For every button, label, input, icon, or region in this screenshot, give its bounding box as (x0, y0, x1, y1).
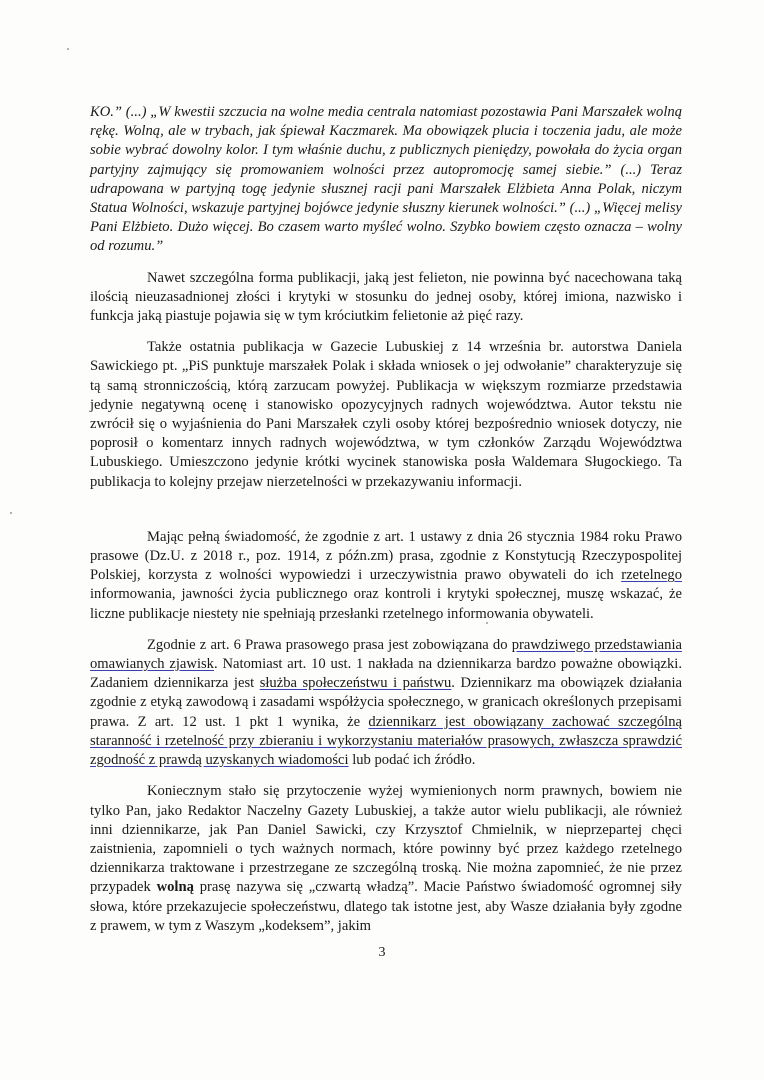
bold-text: wolną (156, 879, 194, 896)
page-number: 3 (378, 945, 386, 960)
text-segment: prasę nazywa się „czwartą władzą”. Macie Państwo świadomość ogromnej siły słowa, które przekazujecie społeczeństwu, dlatego tak istotne jest, aby Wasze działania były zgodne z prawem, w tym z Waszym „kodeksem”, jakim (90, 879, 682, 934)
scan-speck (67, 48, 69, 50)
scan-speck (10, 512, 12, 514)
text-segment: . Dziennikarz ma obowiązek działania zgodnie z etyką zawodową i zasadami współżycia społecznego, w granicach określonych przepisami prawa. Z art. 12 ust. 1 pkt 1 wynika, że (90, 675, 682, 730)
text-segment: lub podać ich źródło. (348, 752, 476, 769)
text-segment: informowania, jawności życia publicznego oraz kontroli i krytyki społecznej, muszę wskazać, że liczne publikacje niestety nie spełniają przesłanki rzetelnego informowania obywateli. (90, 586, 682, 622)
paragraph-press-law-art6 (90, 636, 682, 770)
document-body (90, 103, 682, 936)
paragraph-latest-publication: Także ostatnia publikacja w Gazecie Lubuskiej z 14 września br. autorstwa Daniela Sawickiego pt. „PiS punktuje marszałek Polak i składa wniosek o jej odwołanie” charakteryzuje się tą samą stronniczością, którą zarzucam powyżej. Publikacja w większym rozmiarze przedstawia jedynie negatywną ocenę i stanowisko opozycyjnych radnych województwa. Autor tekstu nie zwrócił się o wyjaśnienia do Pani Marszałek czyli osoby której bezpośrednio wniosek dotyczy, nie poprosił o komentarz innych radnych województwa, w tym członków Zarządu Województwa Lubuskiego. Umieszczono jedynie krótki wycinek stanowiska posła Waldemara Sługockiego. Ta publikacja to kolejny przejaw nierzetelności w przekazywaniu informacji. (90, 339, 682, 490)
text-segment: . Natomiast art. 10 ust. 1 nakłada na dziennikarza bardzo poważne obowiązki. Zadaniem dziennikarza jest (90, 656, 682, 692)
quoted-feuilleton-excerpt: KO.” (...) „W kwestii szczucia na wolne media centrala natomiast pozostawia Pani Marszałek wolną rękę. Wolną, ale w trybach, jak śpiewał Kaczmarek. Ma obowiązek plucia i toczenia jadu, ale może sobie wybrać dowolny kolor. I tym właśnie duchu, z publicznych pieniędzy, powołała do życia organ partyjny zajmujący się promowaniem wolności przez autopromocję samej siebie.” (...) Teraz udrapowana w partyjną togę jedynie słusznej racji pani Marszałek Elżbieta Anna Polak, niczym Statua Wolności, wskazuje partyjnej bojówce jedynie słuszny kierunek wolności.” (...) „Więcej melisy Pani Elżbieto. Dużo więcej. Bo czasem warto myśleć wolno. Szybko bowiem często oznacza – wolny od rozumu.” (90, 104, 682, 255)
text-segment: Mając pełną świadomość, że zgodnie z art. 1 ustawy z dnia 26 stycznia 1984 roku Prawo prasowe (Dz.U. z 2018 r., poz. 1914, z późn.zm) prasa, zgodnie z Konstytucją Rzeczypospolitej Polskiej, korzysta z wolności wypowiedzi i urzeczywistnia prawo obywateli do ich (90, 528, 682, 584)
underlined-text: służba społeczeństwu i państwu (259, 675, 452, 692)
text-segment: Koniecznym stało się przytoczenie wyżej wymienionych norm prawnych, bowiem nie tylko Pan, jako Redaktor Naczelny Gazety Lubuskiej, a także autor wielu publikacji, ale również inni dziennikarze, jak Pan Daniel Sawicki, czy Krzysztof Chmielnik, w nieprzepartej chęci zaistnienia, zapomnieli o tych ważnych normach, które powinny być przez każdego rzetelnego dziennikarza traktowane i przestrzegane ze szczególną troską. Nie można zapomnieć, że nie przez przypadek (90, 783, 682, 896)
paragraph-legal-norms (90, 782, 682, 936)
underlined-text: rzetelnego (621, 567, 682, 584)
paragraph-press-law-art1 (90, 528, 682, 624)
underlined-text: prawdziwego przedstawiania omawianych zjawisk (90, 636, 682, 673)
text-segment: Zgodnie z art. 6 Prawa prasowego prasa jest zobowiązana do (147, 636, 512, 653)
paragraph-feuilleton-critique: Nawet szczególna forma publikacji, jaką jest felieton, nie powinna być nacechowana taką ilością nieuzasadnionej złości i krytyki w stosunku do jednej osoby, której imiona, nazwisko i funkcja jaką piastuje pojawia się w tym króciutkim felietonie aż pięć razy. (90, 269, 682, 325)
underlined-text: dziennikarz jest obowiązany zachować szczególną staranność i rzetelność przy zbieraniu i wykorzystaniu materiałów prasowych, zwłaszcza sprawdzić zgodność z prawdą uzyskanych wiadomości (90, 713, 683, 769)
